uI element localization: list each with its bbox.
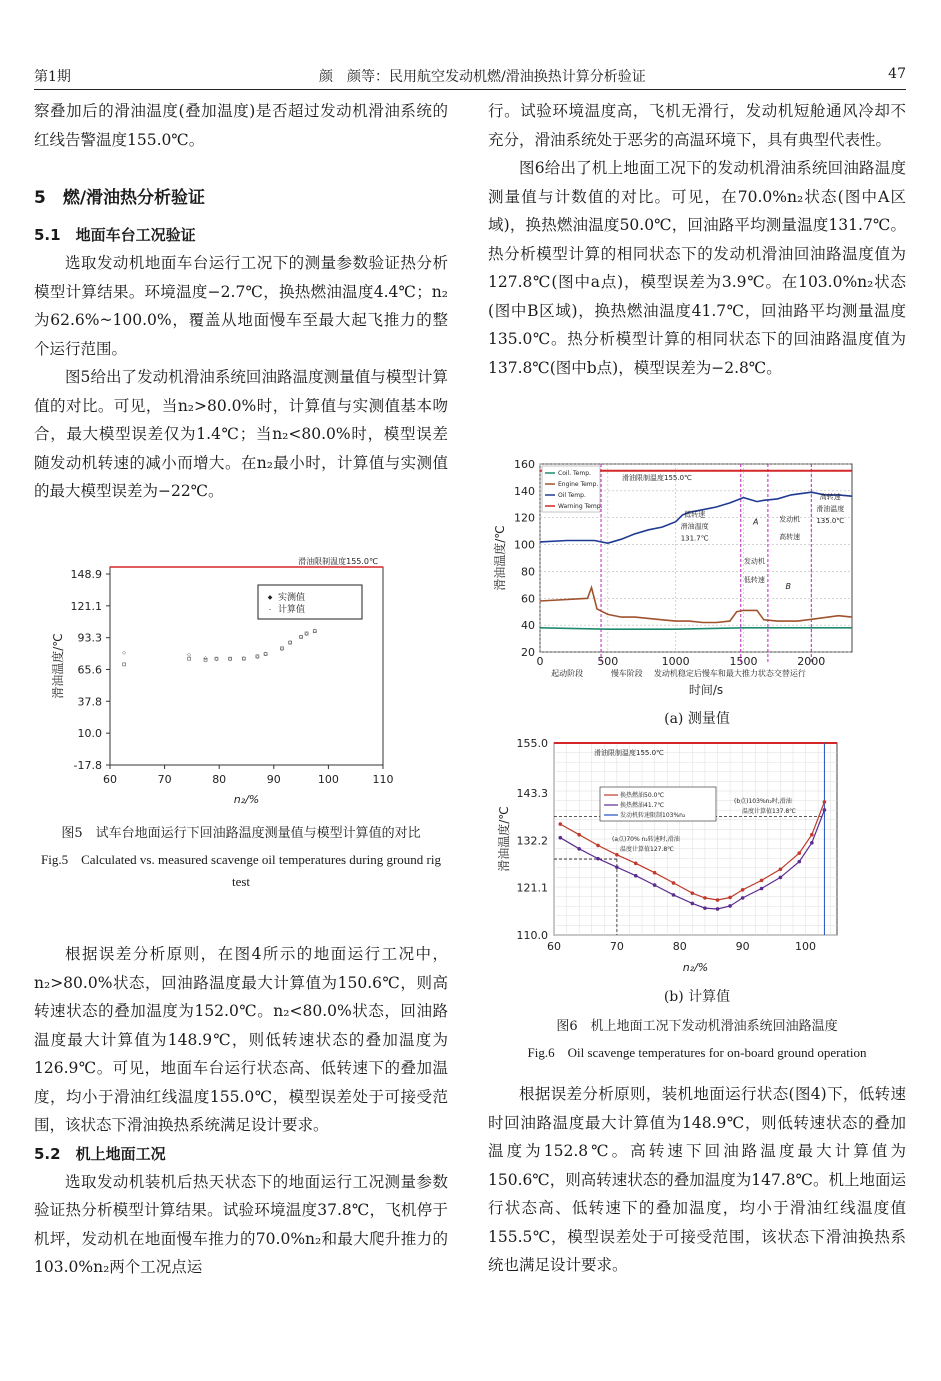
y-tick-label: 20 xyxy=(521,646,535,659)
legend-label: Engine Temp. xyxy=(558,481,599,488)
y-tick-label: 10.0 xyxy=(77,727,102,741)
y-tick-label: 143.3 xyxy=(516,786,548,800)
data-point xyxy=(558,822,562,826)
point-measured: ◇ xyxy=(288,639,293,646)
point-measured: ◇ xyxy=(241,655,246,662)
data-point xyxy=(596,844,600,848)
limit-label: 滑油限制温度155.0℃ xyxy=(298,557,378,566)
y-axis-label: 滑油温度/℃ xyxy=(497,806,511,872)
annotation: 低转速 xyxy=(743,576,765,585)
legend-label: 换热燃油41.7℃ xyxy=(620,802,665,809)
data-point xyxy=(760,887,764,891)
legend-box xyxy=(258,585,362,619)
subsection-heading: 5.2 机上地面工况 xyxy=(34,1144,166,1163)
caption-en: Fig.6 Oil scavenge temperatures for on-board ground operation xyxy=(527,1045,867,1060)
paragraph: 选取发动机地面车台运行工况下的测量参数验证热分析模型计算结果。环境温度−2.7℃，换热燃油温度4.4℃；n₂为62.6%~100.0%，覆盖从地面慢车至最大起飞推力的整个运行范围。 xyxy=(34,254,448,358)
y-tick-label: 60 xyxy=(521,592,535,606)
y-tick-label: 120 xyxy=(514,511,535,525)
data-point xyxy=(779,876,783,880)
annotation: 高转速 xyxy=(779,533,801,542)
point-measured: ◇ xyxy=(263,650,268,657)
y-tick-label: 121.1 xyxy=(516,881,548,895)
x-axis-label: 时间/s xyxy=(688,683,724,697)
data-point xyxy=(653,883,657,887)
x-tick-label: 90 xyxy=(735,940,750,953)
x-tick-label: 100 xyxy=(795,940,817,953)
legend-label: 实测值 xyxy=(278,593,306,603)
annotation: (a点)70% n₂转速时,滑油 xyxy=(612,836,680,843)
annotation: 滑油温度 xyxy=(680,522,709,531)
x-tick-label: 110 xyxy=(372,773,394,786)
legend-label: Warning Temp. xyxy=(558,503,603,510)
header-rule xyxy=(34,89,906,90)
data-point xyxy=(797,860,801,864)
left-column xyxy=(34,97,448,506)
annotation: 发动机 xyxy=(779,515,801,524)
data-point xyxy=(577,847,581,851)
section-heading: 5 燃/滑油热分析验证 xyxy=(34,188,206,208)
data-point xyxy=(728,896,732,900)
region-label: A xyxy=(752,517,759,527)
y-tick-label: -17.8 xyxy=(73,759,102,772)
legend-label: 换热燃油50.0℃ xyxy=(620,792,665,799)
y-tick-label: 110.0 xyxy=(516,929,548,942)
data-point xyxy=(634,874,638,878)
point-measured: ◇ xyxy=(203,655,208,662)
point-calculated xyxy=(123,663,126,666)
right-column-lower xyxy=(488,1080,906,1280)
data-point xyxy=(716,898,720,902)
data-point xyxy=(823,800,827,804)
fig6b-subcaption: (b) 计算值 xyxy=(663,989,731,1005)
y-tick-label: 80 xyxy=(521,565,535,579)
y-tick-label: 140 xyxy=(514,484,535,498)
x-tick-label: 60 xyxy=(103,773,117,786)
data-point xyxy=(823,808,827,812)
legend-label: Oil Temp. xyxy=(558,492,586,499)
legend-label: 计算值 xyxy=(278,605,306,615)
data-point xyxy=(810,841,814,845)
data-point xyxy=(634,862,638,866)
annotation: (b点)103%n₂时,滑油 xyxy=(734,798,792,805)
running-title: 颜 颜等：民用航空发动机燃/滑油换热计算分析验证 xyxy=(319,69,646,85)
point-measured: ◇ xyxy=(255,654,260,661)
paragraph: 根据误差分析原则，在图4所示的地面运行工况中，n₂>80.0%状态，回油路温度最大计算值为150.6℃，则高转速状态的叠加温度为152.0℃。n₂<80.0%状态，回油路温度最大计算值为148.9℃，则低转速状态的叠加温度为126.9℃。可见，地面车台运行状态高、低转速下的叠加温度，均小于滑油红线温度155.0℃，模型误差处于可接受范围，该状态下滑油换热系统满足设计要求。 xyxy=(34,945,448,1134)
data-point xyxy=(596,857,600,861)
x-tick-label: 500 xyxy=(597,655,619,668)
data-point xyxy=(558,836,562,840)
x-tick-label: 60 xyxy=(547,940,561,953)
y-axis-label: 滑油温度/℃ xyxy=(493,525,507,591)
legend-label: 发动机转速限制103%n₂ xyxy=(620,812,686,819)
data-point xyxy=(716,907,720,911)
page-header xyxy=(34,66,906,88)
data-point xyxy=(691,891,695,895)
point-measured: ◇ xyxy=(228,656,233,663)
y-tick-label: 40 xyxy=(521,619,535,633)
point-measured: ◇ xyxy=(214,656,219,663)
y-tick-label: 148.9 xyxy=(70,567,102,581)
y-tick-label: 155.0 xyxy=(516,737,548,750)
paragraph: 选取发动机装机后热天状态下的地面运行工况测量参数验证热分析模型计算结果。试验环境温度37.8℃，飞机停于机坪，发动机在地面慢车推力的70.0%n₂和最大爬升推力的103.0%n₂两个工况点运 xyxy=(34,1172,448,1276)
data-point xyxy=(691,902,695,906)
data-point xyxy=(653,871,657,875)
region-label: B xyxy=(785,581,791,591)
fig6b-chart xyxy=(492,735,864,983)
fig6a-subcaption: (a) 测量值 xyxy=(664,711,730,727)
data-point xyxy=(760,879,764,883)
legend-marker: - xyxy=(268,606,272,613)
x-tick-label: 90 xyxy=(266,773,281,786)
caption-en: Fig.5 Calculated vs. measured scavenge oil temperatures during ground rig test xyxy=(40,852,441,889)
phase-label: 发动机稳定后慢车和最大推力状态交替运行 xyxy=(653,669,806,678)
paragraph: 图5给出了发动机滑油系统回油路温度测量值与模型计算值的对比。可见，当n₂>80.0%时，计算值与实测值基本吻合，最大模型误差仅为1.4℃；当n₂<80.0%时，模型误差随发动机转速的减小而增大。在n₂最小时，计算值与实测值的最大模型误差为−22℃。 xyxy=(34,368,448,500)
y-tick-label: 100 xyxy=(514,538,535,552)
y-axis-label: 滑油温度/℃ xyxy=(51,633,65,699)
page-number: 47 xyxy=(888,66,906,82)
point-measured: ◇ xyxy=(122,649,127,656)
data-point xyxy=(703,896,707,900)
fig5-chart xyxy=(48,555,446,817)
y-tick-label: 93.3 xyxy=(77,631,102,645)
data-point xyxy=(672,893,676,897)
fig6-caption xyxy=(488,1016,906,1064)
point-measured: ◇ xyxy=(299,633,304,640)
annotation: 发动机 xyxy=(743,557,765,566)
data-point xyxy=(672,881,676,885)
data-point xyxy=(741,888,745,892)
fig5-caption xyxy=(34,823,448,893)
caption-cn: 图6 机上地面工况下发动机滑油系统回油路温度 xyxy=(556,1019,838,1034)
x-tick-label: 2000 xyxy=(797,655,826,668)
data-point xyxy=(810,833,814,837)
annotation: 低转速 xyxy=(684,510,706,519)
annotation: 温度计算值127.8℃ xyxy=(620,846,674,853)
annotation: 135.0℃ xyxy=(816,517,845,526)
x-tick-label: 80 xyxy=(212,773,227,786)
data-point xyxy=(703,906,707,910)
fig6a-chart xyxy=(492,452,864,702)
paragraph: 图6给出了机上地面工况下的发动机滑油系统回油路温度测量值与计数值的对比。可见，在70.0%n₂状态(图中A区域)，换热燃油温度50.0℃，回油路平均测量温度131.7℃。热分析模型计算的相同状态下的发动机滑油回油路温度值为127.8℃(图中a点)，模型误差为3.9℃。在103.0%n₂状态(图中B区域)，换热燃油温度41.7℃，回油路平均测量温度135.0℃。热分析模型计算的相同状态下的回油路温度值为137.8℃(图中b点)，模型误差为−2.8℃。 xyxy=(488,159,906,377)
x-tick-label: 70 xyxy=(157,773,172,786)
y-tick-label: 132.2 xyxy=(516,834,548,848)
paragraph: 根据误差分析原则，装机地面运行状态(图4)下，低转速时回油路温度最大计算值为148.9℃，则低转速状态的叠加温度为152.8℃。高转速下回油路温度最大计算值为150.6℃，则高转速状态的叠加温度为147.8℃。机上地面运行状态高、低转速下的叠加温度，均小于滑油红线温度值155.5℃，模型误差处于可接受范围，该状态下滑油换热系统也满足设计要求。 xyxy=(488,1085,906,1274)
y-tick-label: 160 xyxy=(514,458,535,471)
x-tick-label: 1000 xyxy=(661,655,690,668)
y-tick-label: 37.8 xyxy=(77,695,102,709)
paragraph: 察叠加后的滑油温度(叠加温度)是否超过发动机滑油系统的红线告警温度155.0℃。 xyxy=(34,102,448,149)
x-axis-label: n₂/% xyxy=(233,793,260,806)
x-axis-label: n₂/% xyxy=(682,961,709,974)
point-measured: ◇ xyxy=(304,631,309,638)
y-tick-label: 121.1 xyxy=(70,599,102,613)
right-column xyxy=(488,97,906,382)
point-measured: ◇ xyxy=(280,646,284,653)
caption-cn: 图5 试车台地面运行下回油路温度测量值与模型计算值的对比 xyxy=(61,826,421,841)
paragraph: 行。试验环境温度高，飞机无滑行，发动机短舱通风冷却不充分，滑油系统处于恶劣的高温环境下，具有典型代表性。 xyxy=(488,102,906,149)
phase-label: 起动阶段 xyxy=(551,669,584,678)
issue-number: 第1期 xyxy=(34,69,71,85)
y-tick-label: 65.6 xyxy=(77,663,102,677)
annotation: 131.7℃ xyxy=(680,534,709,543)
x-tick-label: 70 xyxy=(609,940,624,953)
x-tick-label: 100 xyxy=(317,773,339,786)
annotation: 高转速 xyxy=(819,492,841,501)
legend-label: Coil. Temp. xyxy=(558,470,591,477)
left-column-lower xyxy=(34,940,448,1282)
legend-marker: ◆ xyxy=(267,594,273,601)
data-point xyxy=(728,904,732,908)
phase-label: 慢车阶段 xyxy=(610,669,643,678)
data-point xyxy=(615,865,619,869)
subsection-heading: 5.1 地面车台工况验证 xyxy=(34,225,196,244)
data-point xyxy=(741,896,745,900)
point-measured: ◇ xyxy=(187,652,192,659)
data-point xyxy=(615,853,619,857)
data-point xyxy=(779,867,783,871)
x-tick-label: 1500 xyxy=(729,655,758,668)
data-point xyxy=(797,851,801,855)
limit-label: 滑油限制温度155.0℃ xyxy=(622,474,692,483)
point-measured: ◇ xyxy=(312,628,317,635)
x-tick-label: 80 xyxy=(672,940,687,953)
annotation: 温度计算值137.8℃ xyxy=(742,808,796,815)
x-tick-label: 0 xyxy=(536,655,544,668)
annotation: 滑油温度 xyxy=(816,505,845,513)
limit-label: 滑油限制温度155.0℃ xyxy=(594,749,664,757)
data-point xyxy=(577,833,581,837)
